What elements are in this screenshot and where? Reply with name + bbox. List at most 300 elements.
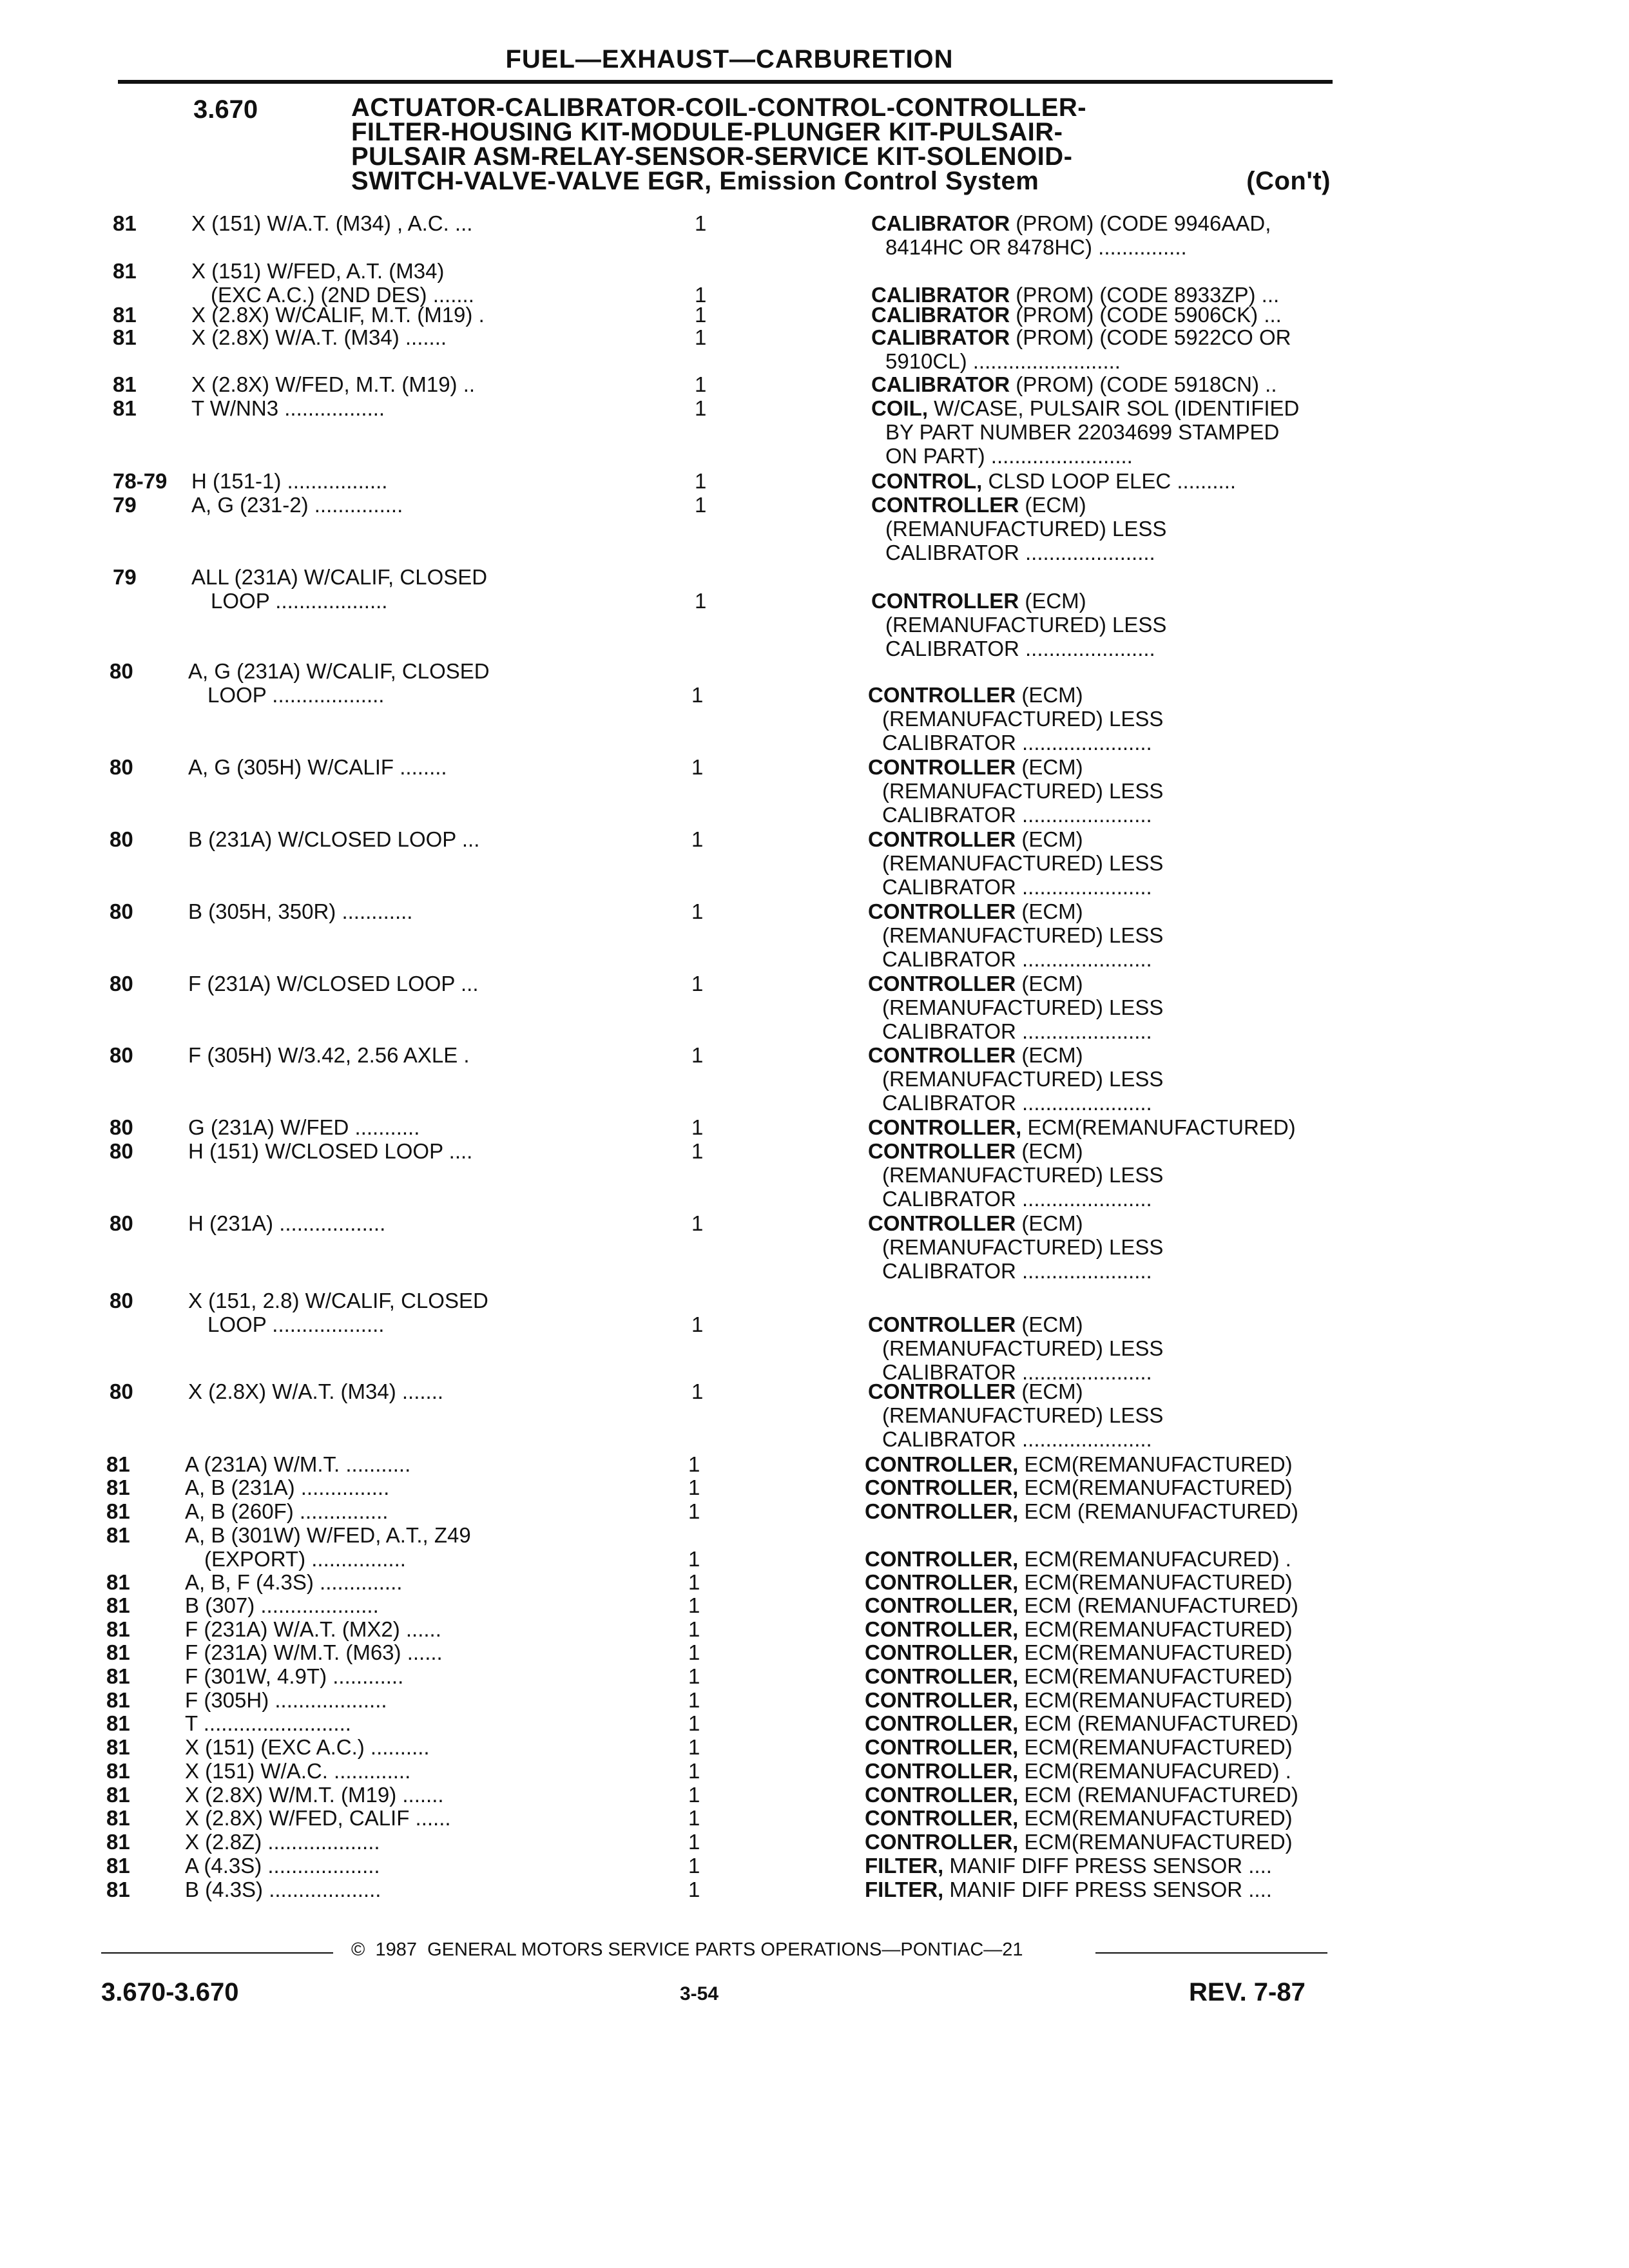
spacer bbox=[1016, 899, 1021, 923]
part-detail: ECM(REMANUFACURED) . bbox=[1024, 1547, 1291, 1571]
part-name: CALIBRATOR bbox=[871, 211, 1010, 235]
model-description: B (305H, 350R) ............ bbox=[188, 899, 413, 923]
model-year: 81 bbox=[113, 325, 137, 349]
part-description bbox=[865, 1878, 1272, 1901]
footer-revision: REV. 7-87 bbox=[1189, 1978, 1306, 2006]
spacer bbox=[1018, 1640, 1024, 1664]
spacer bbox=[1010, 372, 1016, 396]
part-name: CONTROLLER bbox=[868, 683, 1016, 707]
spacer bbox=[1016, 1139, 1021, 1163]
model-year: 81 bbox=[106, 1452, 130, 1476]
quantity: 1 bbox=[691, 899, 704, 923]
spacer bbox=[1018, 1806, 1024, 1830]
model-description: A (4.3S) ................... bbox=[185, 1854, 380, 1878]
quantity: 1 bbox=[691, 755, 704, 779]
part-description bbox=[868, 755, 1083, 779]
spacer bbox=[1018, 1688, 1024, 1712]
part-name: CONTROLLER, bbox=[865, 1452, 1019, 1476]
model-year: 81 bbox=[113, 259, 137, 283]
spacer bbox=[1016, 1043, 1021, 1067]
spacer bbox=[1016, 683, 1021, 707]
part-description bbox=[865, 1452, 1293, 1476]
part-description bbox=[871, 396, 1299, 420]
part-detail: (ECM) bbox=[1021, 827, 1083, 851]
part-name: CONTROLLER, bbox=[865, 1735, 1019, 1759]
section-number: 3.670 bbox=[193, 95, 258, 124]
model-year: 81 bbox=[106, 1640, 130, 1664]
part-detail-continued: CALIBRATOR ...................... bbox=[882, 1360, 1152, 1384]
part-detail: ECM (REMANUFACTURED) bbox=[1024, 1711, 1298, 1735]
model-description: X (151) W/A.C. ............. bbox=[185, 1759, 411, 1783]
quantity: 1 bbox=[688, 1547, 700, 1571]
model-description: A, B (301W) W/FED, A.T., Z49 bbox=[185, 1523, 471, 1547]
model-description: A, B, F (4.3S) .............. bbox=[185, 1570, 403, 1594]
part-name: CONTROLLER, bbox=[865, 1688, 1019, 1712]
part-description bbox=[871, 325, 1291, 349]
part-detail: ECM(REMANUFACTURED) bbox=[1024, 1640, 1293, 1664]
part-description bbox=[868, 1139, 1083, 1163]
model-year: 80 bbox=[110, 1115, 133, 1139]
quantity: 1 bbox=[691, 827, 704, 851]
quantity: 1 bbox=[688, 1640, 700, 1664]
model-year: 81 bbox=[106, 1499, 130, 1523]
part-detail: ECM(REMANUFACTURED) bbox=[1027, 1115, 1296, 1139]
model-year: 80 bbox=[110, 827, 133, 851]
model-year: 81 bbox=[106, 1806, 130, 1830]
quantity: 1 bbox=[688, 1475, 700, 1499]
model-description: X (151, 2.8) W/CALIF, CLOSED bbox=[188, 1289, 488, 1312]
model-description: G (231A) W/FED ........... bbox=[188, 1115, 420, 1139]
model-description: F (231A) W/A.T. (MX2) ...... bbox=[185, 1617, 441, 1641]
spacer bbox=[1018, 1664, 1024, 1688]
part-detail-continued: (REMANUFACTURED) LESS bbox=[882, 779, 1164, 803]
part-description bbox=[865, 1570, 1293, 1594]
part-description bbox=[871, 469, 1236, 493]
part-detail: ECM(REMANUFACTURED) bbox=[1024, 1617, 1293, 1641]
quantity: 1 bbox=[688, 1711, 700, 1735]
part-detail: (ECM) bbox=[1021, 1139, 1083, 1163]
quantity: 1 bbox=[691, 1312, 704, 1336]
quantity: 1 bbox=[695, 589, 707, 613]
part-detail-continued: CALIBRATOR ...................... bbox=[882, 947, 1152, 971]
quantity: 1 bbox=[688, 1593, 700, 1617]
part-detail: ECM(REMANUFACTURED) bbox=[1024, 1452, 1293, 1476]
spacer bbox=[1018, 1547, 1024, 1571]
model-description: A, B (231A) ............... bbox=[185, 1475, 390, 1499]
part-description bbox=[868, 972, 1083, 995]
part-detail: ECM(REMANUFACTURED) bbox=[1024, 1735, 1293, 1759]
part-name: CALIBRATOR bbox=[871, 283, 1010, 307]
quantity: 1 bbox=[695, 303, 707, 327]
spacer bbox=[1016, 1379, 1021, 1403]
part-name: CONTROLLER, bbox=[865, 1475, 1019, 1499]
spacer bbox=[1010, 325, 1016, 349]
part-detail: (ECM) bbox=[1025, 493, 1086, 517]
model-year: 79 bbox=[113, 493, 137, 517]
quantity: 1 bbox=[691, 1379, 704, 1403]
part-detail: (PROM) (CODE 5922CO OR bbox=[1016, 325, 1291, 349]
quantity: 1 bbox=[691, 1211, 704, 1235]
spacer bbox=[1010, 303, 1016, 327]
model-year: 81 bbox=[106, 1475, 130, 1499]
part-detail-continued: (REMANUFACTURED) LESS bbox=[885, 613, 1167, 637]
part-detail: (ECM) bbox=[1021, 1211, 1083, 1235]
part-name: CONTROLLER bbox=[868, 972, 1016, 995]
model-description: A, G (231-2) ............... bbox=[191, 493, 403, 517]
part-name: CONTROLLER, bbox=[865, 1759, 1019, 1783]
part-description bbox=[865, 1475, 1293, 1499]
part-detail-continued: (REMANUFACTURED) LESS bbox=[885, 517, 1167, 541]
part-detail: CLSD LOOP ELEC .......... bbox=[988, 469, 1237, 493]
quantity: 1 bbox=[688, 1570, 700, 1594]
model-description: A (231A) W/M.T. ........... bbox=[185, 1452, 411, 1476]
model-year: 81 bbox=[106, 1854, 130, 1878]
part-name: CONTROLLER bbox=[868, 1211, 1016, 1235]
model-description: H (231A) .................. bbox=[188, 1211, 386, 1235]
part-name: CONTROL, bbox=[871, 469, 983, 493]
part-detail: ECM(REMANUFACTURED) bbox=[1024, 1475, 1293, 1499]
heading-line: FILTER-HOUSING KIT-MODULE-PLUNGER KIT-PULSAIR- bbox=[351, 118, 1063, 146]
part-name: CONTROLLER bbox=[868, 827, 1016, 851]
spacer bbox=[1018, 1617, 1024, 1641]
part-detail: (ECM) bbox=[1021, 1312, 1083, 1336]
heading-line: ACTUATOR-CALIBRATOR-COIL-CONTROL-CONTROLLER- bbox=[351, 93, 1087, 122]
heading-line: PULSAIR ASM-RELAY-SENSOR-SERVICE KIT-SOLENOID- bbox=[351, 142, 1073, 171]
spacer bbox=[1018, 1759, 1024, 1783]
model-description: X (2.8X) W/M.T. (M19) ....... bbox=[185, 1783, 444, 1807]
model-year: 78-79 bbox=[113, 469, 168, 493]
part-detail: ECM(REMANUFACURED) . bbox=[1024, 1759, 1291, 1783]
model-year: 80 bbox=[110, 972, 133, 995]
part-name: CONTROLLER bbox=[871, 493, 1019, 517]
part-name: CONTROLLER, bbox=[865, 1664, 1019, 1688]
quantity: 1 bbox=[688, 1452, 700, 1476]
model-year: 80 bbox=[110, 1139, 133, 1163]
model-description: X (2.8X) W/CALIF, M.T. (M19) . bbox=[191, 303, 485, 327]
part-name: CONTROLLER, bbox=[865, 1547, 1019, 1571]
part-description bbox=[865, 1735, 1293, 1759]
spacer bbox=[1018, 1475, 1024, 1499]
quantity: 1 bbox=[688, 1759, 700, 1783]
model-year: 81 bbox=[106, 1878, 130, 1901]
model-description: T ......................... bbox=[185, 1711, 351, 1735]
part-detail: (ECM) bbox=[1025, 589, 1086, 613]
quantity: 1 bbox=[695, 211, 707, 235]
continued-label: (Con't) bbox=[1246, 167, 1331, 195]
model-description: B (307) .................... bbox=[185, 1593, 379, 1617]
part-detail-continued: 5910CL) ......................... bbox=[885, 349, 1121, 373]
model-year: 81 bbox=[106, 1570, 130, 1594]
quantity: 1 bbox=[691, 1139, 704, 1163]
part-name: CONTROLLER bbox=[868, 1043, 1016, 1067]
part-detail-continued: (REMANUFACTURED) LESS bbox=[882, 923, 1164, 947]
spacer bbox=[1018, 1593, 1024, 1617]
model-description: F (305H) ................... bbox=[185, 1688, 387, 1712]
model-year: 80 bbox=[110, 1289, 133, 1312]
part-name: CONTROLLER, bbox=[865, 1640, 1019, 1664]
quantity: 1 bbox=[688, 1688, 700, 1712]
model-description: X (2.8X) W/A.T. (M34) ....... bbox=[191, 325, 447, 349]
part-description bbox=[868, 1115, 1296, 1139]
part-detail-continued: (REMANUFACTURED) LESS bbox=[882, 851, 1164, 875]
model-year: 81 bbox=[106, 1830, 130, 1854]
part-detail: (ECM) bbox=[1021, 972, 1083, 995]
quantity: 1 bbox=[695, 283, 707, 307]
part-detail: ECM(REMANUFACTURED) bbox=[1024, 1806, 1293, 1830]
model-year: 81 bbox=[113, 396, 137, 420]
spacer bbox=[928, 396, 934, 420]
part-name: CONTROLLER bbox=[871, 589, 1019, 613]
model-description: T W/NN3 ................. bbox=[191, 396, 385, 420]
part-detail: (ECM) bbox=[1021, 755, 1083, 779]
part-description bbox=[868, 1211, 1083, 1235]
spacer bbox=[1018, 1570, 1024, 1594]
model-year: 80 bbox=[110, 1211, 133, 1235]
part-name: CONTROLLER, bbox=[865, 1830, 1019, 1854]
footer-page-number: 3-54 bbox=[680, 1983, 719, 2004]
part-detail: (PROM) (CODE 5918CN) .. bbox=[1016, 372, 1277, 396]
part-detail-continued: 8414HC OR 8478HC) ............... bbox=[885, 235, 1187, 259]
part-detail: (PROM) (CODE 8933ZP) ... bbox=[1016, 283, 1280, 307]
footer-rule-right bbox=[1095, 1952, 1327, 1954]
part-detail: (ECM) bbox=[1021, 1043, 1083, 1067]
model-year: 81 bbox=[106, 1664, 130, 1688]
quantity: 1 bbox=[695, 493, 707, 517]
spacer bbox=[1021, 1115, 1027, 1139]
part-description bbox=[865, 1499, 1298, 1523]
model-description: F (231A) W/CLOSED LOOP ... bbox=[188, 972, 479, 995]
quantity: 1 bbox=[688, 1499, 700, 1523]
spacer bbox=[943, 1878, 949, 1901]
part-description bbox=[871, 303, 1282, 327]
part-description bbox=[871, 372, 1277, 396]
quantity: 1 bbox=[695, 396, 707, 420]
part-detail: (PROM) (CODE 9946AAD, bbox=[1016, 211, 1271, 235]
part-description bbox=[871, 211, 1271, 235]
section-heading bbox=[351, 95, 1331, 193]
part-description bbox=[865, 1664, 1293, 1688]
part-detail-continued: (REMANUFACTURED) LESS bbox=[882, 1067, 1164, 1091]
model-description: ALL (231A) W/CALIF, CLOSED bbox=[191, 565, 488, 589]
model-year: 80 bbox=[110, 899, 133, 923]
part-name: CONTROLLER, bbox=[865, 1593, 1019, 1617]
model-description: LOOP ................... bbox=[207, 1312, 385, 1336]
part-description bbox=[865, 1854, 1272, 1878]
model-year: 81 bbox=[106, 1711, 130, 1735]
model-description: (EXPORT) ................ bbox=[204, 1547, 406, 1571]
part-description bbox=[868, 1312, 1083, 1336]
part-description bbox=[865, 1783, 1298, 1807]
part-detail-continued: (REMANUFACTURED) LESS bbox=[882, 1163, 1164, 1187]
spacer bbox=[1016, 972, 1021, 995]
spacer bbox=[1019, 589, 1025, 613]
model-year: 81 bbox=[113, 211, 137, 235]
part-name: COIL, bbox=[871, 396, 928, 420]
part-detail-continued: (REMANUFACTURED) LESS bbox=[882, 995, 1164, 1019]
part-detail: ECM (REMANUFACTURED) bbox=[1024, 1593, 1298, 1617]
part-detail-continued: CALIBRATOR ...................... bbox=[882, 1187, 1152, 1211]
quantity: 1 bbox=[688, 1617, 700, 1641]
quantity: 1 bbox=[688, 1806, 700, 1830]
model-description: B (4.3S) ................... bbox=[185, 1878, 381, 1901]
part-detail: W/CASE, PULSAIR SOL (IDENTIFIED bbox=[934, 396, 1300, 420]
spacer bbox=[1018, 1735, 1024, 1759]
model-description: F (231A) W/M.T. (M63) ...... bbox=[185, 1640, 443, 1664]
part-name: CONTROLLER, bbox=[865, 1783, 1019, 1807]
spacer bbox=[1016, 1312, 1021, 1336]
model-description: LOOP ................... bbox=[207, 683, 385, 707]
part-detail-continued: CALIBRATOR ...................... bbox=[882, 731, 1152, 754]
footer-rule-left bbox=[101, 1952, 333, 1954]
model-year: 81 bbox=[113, 372, 137, 396]
part-detail: MANIF DIFF PRESS SENSOR .... bbox=[949, 1854, 1272, 1878]
model-description: X (2.8X) W/FED, CALIF ...... bbox=[185, 1806, 451, 1830]
part-name: CONTROLLER, bbox=[868, 1115, 1022, 1139]
heading-line: SWITCH-VALVE-VALVE EGR, Emission Control System bbox=[351, 167, 1039, 195]
part-detail-continued: CALIBRATOR ...................... bbox=[882, 1427, 1152, 1451]
model-description: A, B (260F) ............... bbox=[185, 1499, 389, 1523]
model-description: F (301W, 4.9T) ............ bbox=[185, 1664, 404, 1688]
model-description: A, G (305H) W/CALIF ........ bbox=[188, 755, 447, 779]
header-rule bbox=[118, 80, 1333, 84]
spacer bbox=[1018, 1452, 1024, 1476]
model-description: X (2.8X) W/A.T. (M34) ....... bbox=[188, 1379, 444, 1403]
part-description bbox=[865, 1640, 1293, 1664]
part-name: CONTROLLER bbox=[868, 1379, 1016, 1403]
part-detail: (ECM) bbox=[1021, 1379, 1083, 1403]
part-description bbox=[871, 589, 1086, 613]
part-description bbox=[865, 1806, 1293, 1830]
part-description bbox=[865, 1711, 1298, 1735]
model-year: 80 bbox=[110, 1043, 133, 1067]
part-name: CALIBRATOR bbox=[871, 325, 1010, 349]
model-year: 81 bbox=[106, 1688, 130, 1712]
model-year: 79 bbox=[113, 565, 137, 589]
spacer bbox=[943, 1854, 949, 1878]
part-description bbox=[868, 683, 1083, 707]
part-detail: (ECM) bbox=[1021, 683, 1083, 707]
quantity: 1 bbox=[688, 1830, 700, 1854]
part-detail: ECM(REMANUFACTURED) bbox=[1024, 1830, 1293, 1854]
spacer bbox=[1018, 1499, 1024, 1523]
part-detail-continued: CALIBRATOR ...................... bbox=[882, 1019, 1152, 1043]
part-name: CONTROLLER bbox=[868, 1139, 1016, 1163]
part-description bbox=[865, 1617, 1293, 1641]
quantity: 1 bbox=[691, 683, 704, 707]
part-name: CONTROLLER bbox=[868, 1312, 1016, 1336]
model-description: (EXC A.C.) (2ND DES) ....... bbox=[211, 283, 474, 307]
part-name: CONTROLLER bbox=[868, 755, 1016, 779]
part-detail-continued: CALIBRATOR ...................... bbox=[882, 1259, 1152, 1283]
model-year: 81 bbox=[113, 303, 137, 327]
part-name: CONTROLLER, bbox=[865, 1711, 1019, 1735]
model-description: LOOP ................... bbox=[211, 589, 388, 613]
spacer bbox=[1018, 1783, 1024, 1807]
part-detail: ECM(REMANUFACTURED) bbox=[1024, 1688, 1293, 1712]
part-detail: (ECM) bbox=[1021, 899, 1083, 923]
spacer bbox=[1010, 211, 1016, 235]
part-description bbox=[865, 1547, 1291, 1571]
quantity: 1 bbox=[688, 1783, 700, 1807]
part-detail: (PROM) (CODE 5906CK) ... bbox=[1016, 303, 1282, 327]
part-detail-continued: CALIBRATOR ...................... bbox=[882, 803, 1152, 827]
footer-copyright: © 1987 GENERAL MOTORS SERVICE PARTS OPERATIONS—PONTIAC—21 bbox=[351, 1939, 1023, 1960]
part-description bbox=[865, 1593, 1298, 1617]
part-name: CONTROLLER bbox=[868, 899, 1016, 923]
part-detail-continued: (REMANUFACTURED) LESS bbox=[882, 1235, 1164, 1259]
model-description: X (151) W/FED, A.T. (M34) bbox=[191, 259, 445, 283]
part-detail-continued: ON PART) ........................ bbox=[885, 444, 1133, 468]
model-description: B (231A) W/CLOSED LOOP ... bbox=[188, 827, 480, 851]
model-description: X (151) (EXC A.C.) .......... bbox=[185, 1735, 430, 1759]
model-description: X (151) W/A.T. (M34) , A.C. ... bbox=[191, 211, 473, 235]
spacer bbox=[1016, 1211, 1021, 1235]
part-name: CONTROLLER, bbox=[865, 1570, 1019, 1594]
model-description: A, G (231A) W/CALIF, CLOSED bbox=[188, 659, 490, 683]
model-year: 80 bbox=[110, 755, 133, 779]
model-year: 81 bbox=[106, 1759, 130, 1783]
quantity: 1 bbox=[695, 325, 707, 349]
spacer bbox=[1016, 827, 1021, 851]
part-name: CONTROLLER, bbox=[865, 1499, 1019, 1523]
model-description: H (151-1) ................. bbox=[191, 469, 388, 493]
part-detail-continued: CALIBRATOR ...................... bbox=[882, 1091, 1152, 1115]
part-description bbox=[868, 827, 1083, 851]
quantity: 1 bbox=[688, 1878, 700, 1901]
model-description: F (305H) W/3.42, 2.56 AXLE . bbox=[188, 1043, 470, 1067]
part-detail-continued: CALIBRATOR ...................... bbox=[885, 637, 1155, 660]
spacer bbox=[982, 469, 988, 493]
quantity: 1 bbox=[688, 1854, 700, 1878]
part-detail-continued: CALIBRATOR ...................... bbox=[885, 541, 1155, 564]
model-year: 81 bbox=[106, 1617, 130, 1641]
model-description: H (151) W/CLOSED LOOP .... bbox=[188, 1139, 473, 1163]
model-year: 81 bbox=[106, 1593, 130, 1617]
model-description: X (2.8Z) ................... bbox=[185, 1830, 380, 1854]
model-year: 81 bbox=[106, 1523, 130, 1547]
part-detail: ECM(REMANUFACTURED) bbox=[1024, 1664, 1293, 1688]
part-name: CONTROLLER, bbox=[865, 1617, 1019, 1641]
part-detail: ECM(REMANUFACTURED) bbox=[1024, 1570, 1293, 1594]
part-description bbox=[871, 493, 1086, 517]
part-name: CALIBRATOR bbox=[871, 303, 1010, 327]
part-detail-continued: (REMANUFACTURED) LESS bbox=[882, 1403, 1164, 1427]
quantity: 1 bbox=[695, 469, 707, 493]
part-name: CONTROLLER, bbox=[865, 1806, 1019, 1830]
model-year: 81 bbox=[106, 1783, 130, 1807]
part-description bbox=[868, 899, 1083, 923]
spacer bbox=[1018, 1711, 1024, 1735]
part-name: CALIBRATOR bbox=[871, 372, 1010, 396]
quantity: 1 bbox=[691, 1115, 704, 1139]
part-detail: ECM (REMANUFACTURED) bbox=[1024, 1499, 1298, 1523]
part-description bbox=[868, 1043, 1083, 1067]
part-description bbox=[865, 1830, 1293, 1854]
part-detail: ECM (REMANUFACTURED) bbox=[1024, 1783, 1298, 1807]
spacer bbox=[1019, 493, 1025, 517]
part-detail-continued: (REMANUFACTURED) LESS bbox=[882, 1336, 1164, 1360]
quantity: 1 bbox=[695, 372, 707, 396]
spacer bbox=[1018, 1830, 1024, 1854]
model-year: 80 bbox=[110, 1379, 133, 1403]
part-description bbox=[865, 1688, 1293, 1712]
quantity: 1 bbox=[688, 1735, 700, 1759]
part-detail: MANIF DIFF PRESS SENSOR .... bbox=[949, 1878, 1272, 1901]
part-detail-continued: (REMANUFACTURED) LESS bbox=[882, 707, 1164, 731]
footer-section-range: 3.670-3.670 bbox=[101, 1978, 239, 2006]
model-description: X (2.8X) W/FED, M.T. (M19) .. bbox=[191, 372, 476, 396]
section-title: FUEL—EXHAUST—CARBURETION bbox=[505, 45, 954, 73]
